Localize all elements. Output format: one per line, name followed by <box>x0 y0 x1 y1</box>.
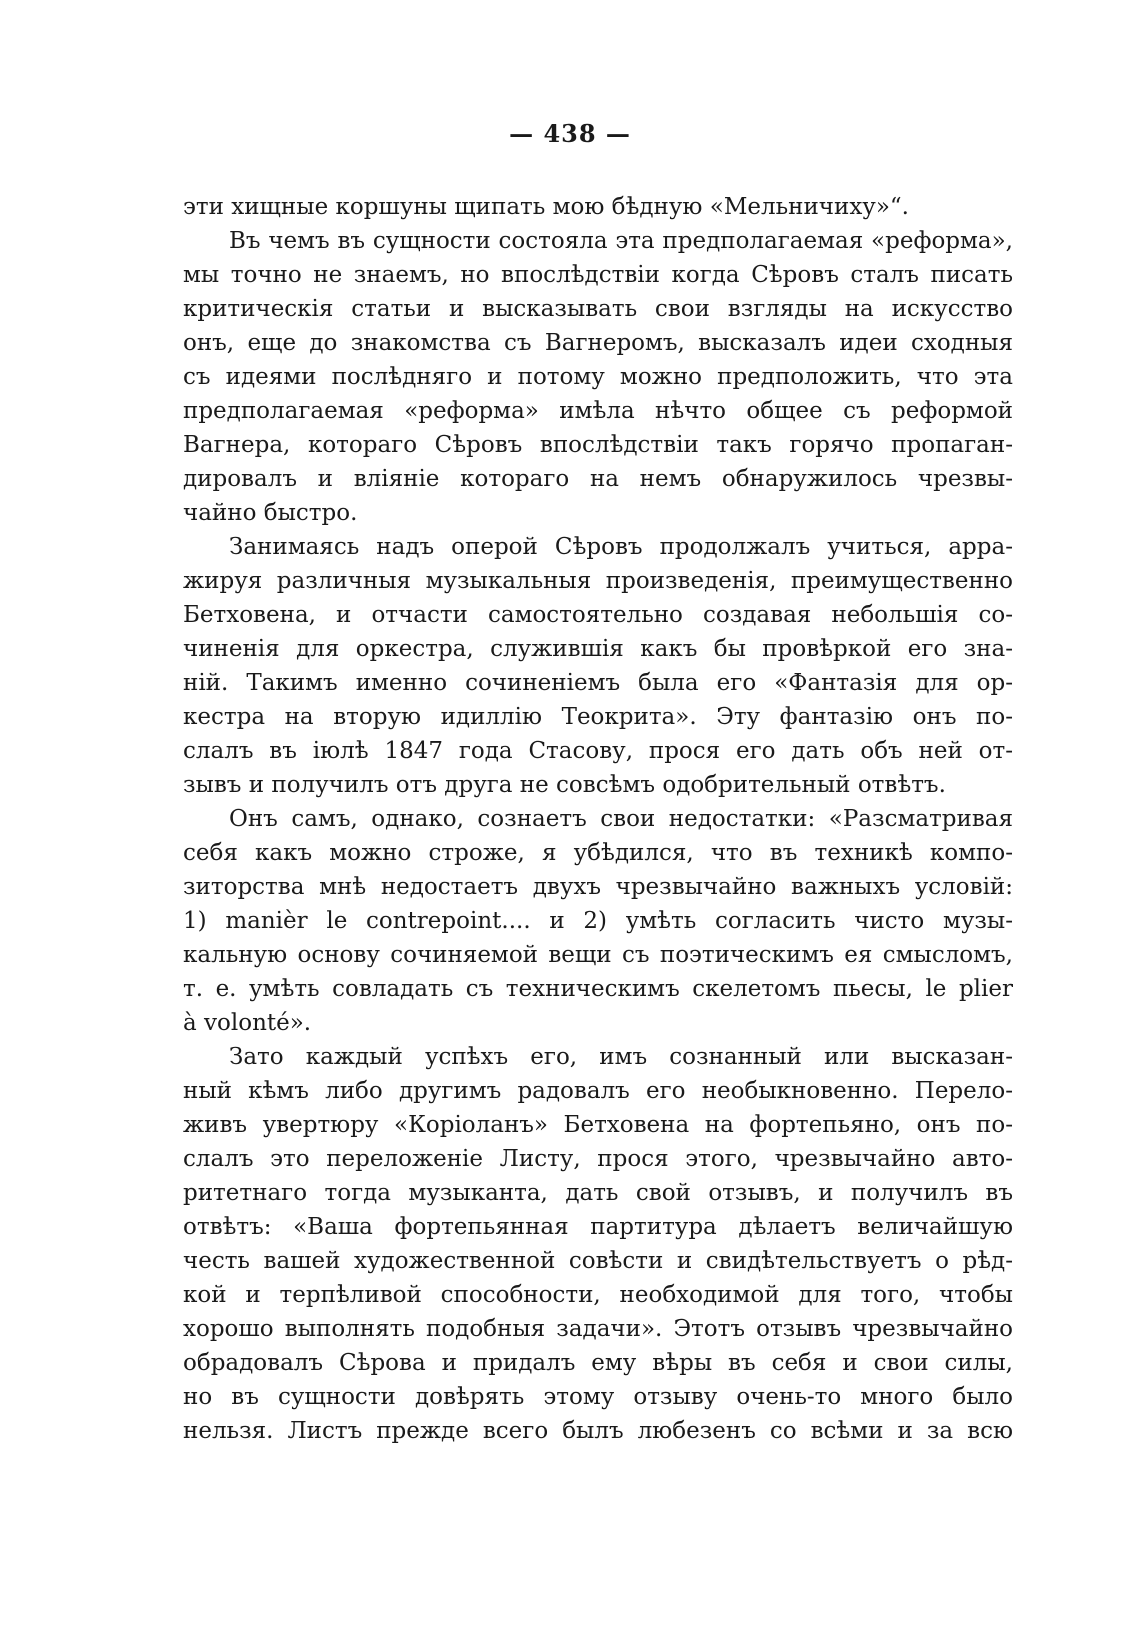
text-line: себя какъ можно строже, я убѣдился, что въ техникѣ компо- <box>183 840 1013 866</box>
text-line: Зато каждый успѣхъ его, имъ сознанный или высказан- <box>229 1044 1013 1070</box>
text-line: à volonté». <box>183 1010 312 1036</box>
text-line: честь вашей художественной совѣсти и свидѣтельствуетъ о рѣд- <box>183 1248 1013 1274</box>
text-line: нельзя. Листъ прежде всего былъ любезенъ со всѣми и за всю <box>183 1418 1013 1444</box>
text-line: кальную основу сочиняемой вещи съ поэтическимъ ея смысломъ, <box>183 942 1013 968</box>
text-line: Занимаясь надъ оперой Сѣровъ продолжалъ учиться, арра- <box>229 534 1013 560</box>
text-line: живъ увертюру «Коріоланъ» Бетховена на фортепьяно, онъ по- <box>183 1112 1013 1138</box>
text-line: чиненія для оркестра, служившія какъ бы провѣркой его зна- <box>183 636 1013 662</box>
text-line: обрадовалъ Сѣрова и придалъ ему вѣры въ себя и свои силы, <box>183 1350 1013 1376</box>
text-line: слалъ въ іюлѣ 1847 года Стасову, прося его дать объ ней от- <box>183 738 1013 764</box>
text-line: предполагаемая «реформа» имѣла нѣчто общее съ реформой <box>183 398 1013 424</box>
text-line: зиторства мнѣ недостаетъ двухъ чрезвычайно важныхъ условій: <box>183 874 1013 900</box>
text-line: но въ сущности довѣрять этому отзыву очень-то много было <box>183 1384 1013 1410</box>
text-line: эти хищные коршуны щипать мою бѣдную «Мельничиху»“. <box>183 194 909 220</box>
text-line: отвѣтъ: «Ваша фортепьянная партитура дѣлаетъ величайшую <box>183 1214 1013 1240</box>
text-line: критическія статьи и высказывать свои взгляды на искусство <box>183 296 1013 322</box>
page-number: — 438 — <box>509 119 631 148</box>
text-line: жируя различныя музыкальныя произведенія, преимущественно <box>183 568 1013 594</box>
text-line: онъ, еще до знакомства съ Вагнеромъ, высказалъ идеи сходныя <box>183 330 1013 356</box>
text-line: дировалъ и вліяніе котораго на немъ обнаружилось чрезвы- <box>183 466 1013 492</box>
text-line: хорошо выполнять подобныя задачи». Этотъ отзывъ чрезвычайно <box>183 1316 1013 1342</box>
text-line: ный кѣмъ либо другимъ радовалъ его необыкновенно. Перело- <box>183 1078 1013 1104</box>
text-line: Онъ самъ, однако, сознаетъ свои недостатки: «Разсматривая <box>229 806 1013 832</box>
text-line: Въ чемъ въ сущности состояла эта предполагаемая «реформа», <box>229 228 1013 254</box>
text-line: съ идеями послѣдняго и потому можно предположить, что эта <box>183 364 1013 390</box>
text-line: ній. Такимъ именно сочиненіемъ была его «Фантазія для ор- <box>183 670 1013 696</box>
text-line: кестра на вторую идиллію Теокрита». Эту фантазію онъ по- <box>183 704 1013 730</box>
text-line: Вагнера, котораго Сѣровъ впослѣдствіи такъ горячо пропаган- <box>183 432 1013 458</box>
text-line: ритетнаго тогда музыканта, дать свой отзывъ, и получилъ въ <box>183 1180 1013 1206</box>
text-line: слалъ это переложеніе Листу, прося этого, чрезвычайно авто- <box>183 1146 1013 1172</box>
text-line: кой и терпѣливой способности, необходимой для того, чтобы <box>183 1282 1013 1308</box>
text-line: Бетховена, и отчасти самостоятельно создавая небольшія со- <box>183 602 1013 628</box>
text-line: чайно быстро. <box>183 500 358 526</box>
body-text <box>183 190 1013 1448</box>
text-line: зывъ и получилъ отъ друга не совсѣмъ одобрительный отвѣтъ. <box>183 772 946 798</box>
text-line: 1) manièr le contrepoint.... и 2) умѣть согласить чисто музы- <box>183 908 1013 934</box>
text-line: т. е. умѣть совладать съ техническимъ скелетомъ пьесы, le plier <box>183 976 1013 1002</box>
text-line: мы точно не знаемъ, но впослѣдствіи когда Сѣровъ сталъ писать <box>183 262 1013 288</box>
